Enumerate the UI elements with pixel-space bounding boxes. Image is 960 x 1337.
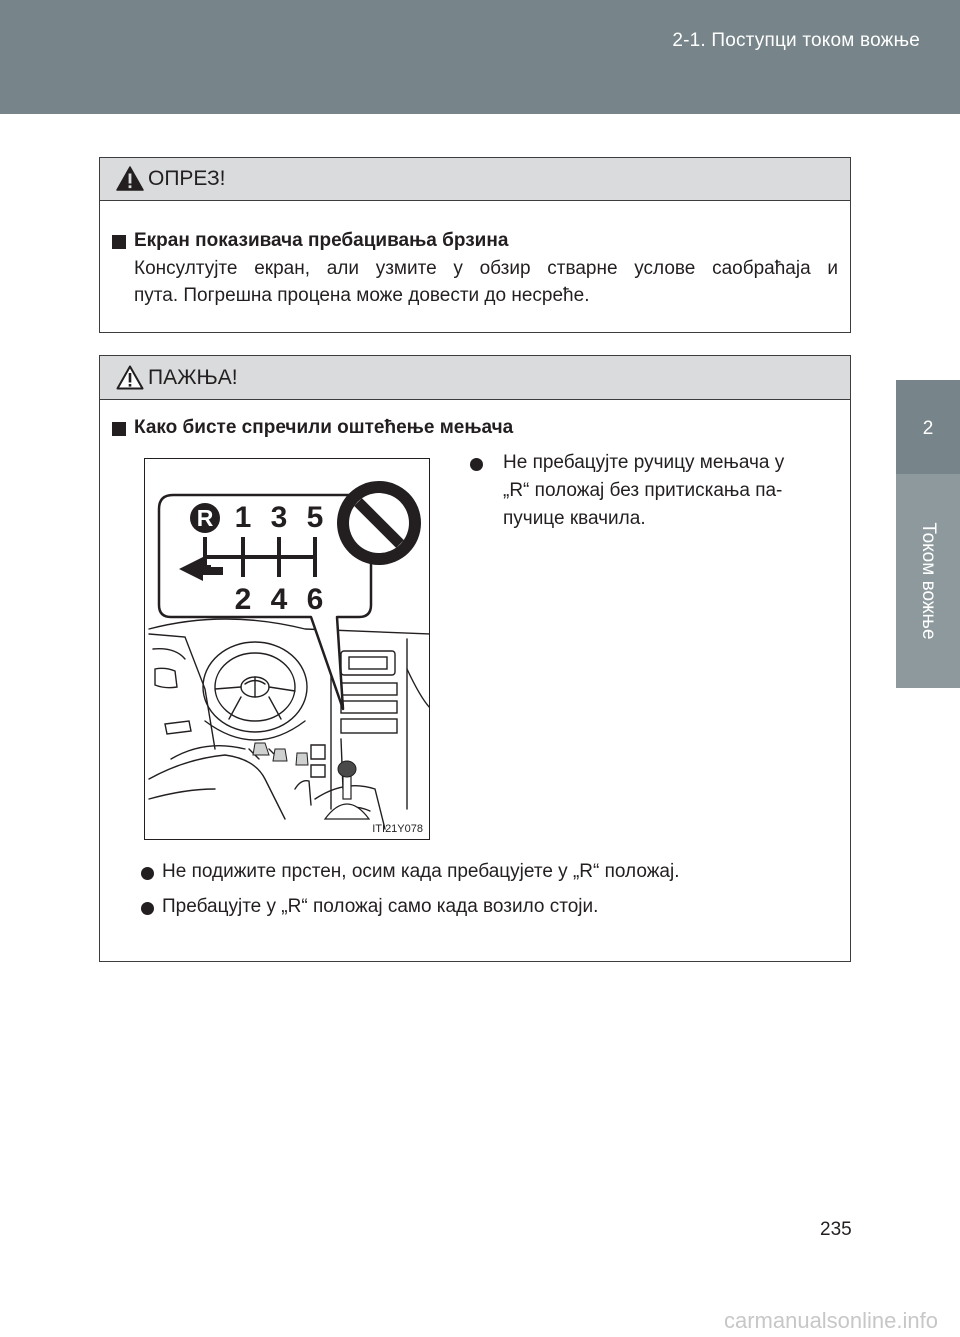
dashboard-sketch bbox=[149, 619, 430, 829]
notice-bullet1-line3: пучице квачила. bbox=[503, 508, 646, 529]
warning-triangle-icon bbox=[116, 166, 144, 191]
gear-label-3: 3 bbox=[270, 501, 288, 534]
caution-box bbox=[99, 157, 851, 333]
bullet-icon bbox=[470, 458, 483, 471]
figure-code: ITI21Y078 bbox=[372, 823, 423, 835]
caution-text-line-1: Консултујте екран, али узмите у обзир стварне услове саобраћаја и bbox=[134, 258, 838, 279]
notice-header bbox=[100, 356, 850, 400]
bullet-icon bbox=[141, 902, 154, 915]
chapter-title: 2-1. Поступци током вожње bbox=[672, 30, 920, 51]
caution-header bbox=[100, 158, 850, 201]
gear-label-4: 4 bbox=[270, 583, 288, 616]
chapter-tab bbox=[896, 380, 960, 474]
section-square-icon bbox=[112, 422, 126, 436]
gear-label-5: 5 bbox=[306, 501, 324, 534]
notice-bullet3: Пребацујте у „R“ положај само када возило стоји. bbox=[162, 896, 599, 917]
notice-bullet2: Не подижите прстен, осим када пребацујете у „R“ положај. bbox=[162, 861, 680, 882]
chapter-side-strip bbox=[896, 474, 960, 688]
bullet-icon bbox=[141, 867, 154, 880]
prohibition-icon bbox=[337, 481, 421, 565]
notice-bullet1-line2: „R“ положај без притискања па- bbox=[503, 480, 783, 501]
gear-label-1: 1 bbox=[234, 501, 252, 534]
page-number: 235 bbox=[820, 1219, 852, 1240]
gear-label-6: 6 bbox=[306, 583, 324, 616]
notice-section-title: Како бисте спречили оштећење мењача bbox=[134, 417, 514, 438]
caution-title: ОПРЕЗ! bbox=[148, 167, 226, 190]
notice-bullet1-line1: Не пребацујте ручицу мењача у bbox=[503, 452, 785, 473]
chapter-side-label: Током вожње bbox=[918, 522, 939, 640]
page-header bbox=[0, 0, 960, 114]
gear-label-r: R bbox=[196, 505, 214, 531]
notice-triangle-icon bbox=[116, 365, 144, 390]
chapter-number: 2 bbox=[922, 418, 934, 439]
gearshift-illustration bbox=[144, 458, 430, 840]
watermark: carmanualsonline.info bbox=[723, 1308, 938, 1333]
notice-title: ПАЖЊА! bbox=[148, 366, 238, 389]
gearshift-drawing bbox=[145, 459, 430, 840]
caution-text-line-2: пута. Погрешна процена може довести до несреће. bbox=[134, 285, 590, 306]
caution-section-title: Екран показивача пребацивања брзина bbox=[134, 230, 509, 251]
section-square-icon bbox=[112, 235, 126, 249]
gear-label-2: 2 bbox=[234, 583, 252, 616]
